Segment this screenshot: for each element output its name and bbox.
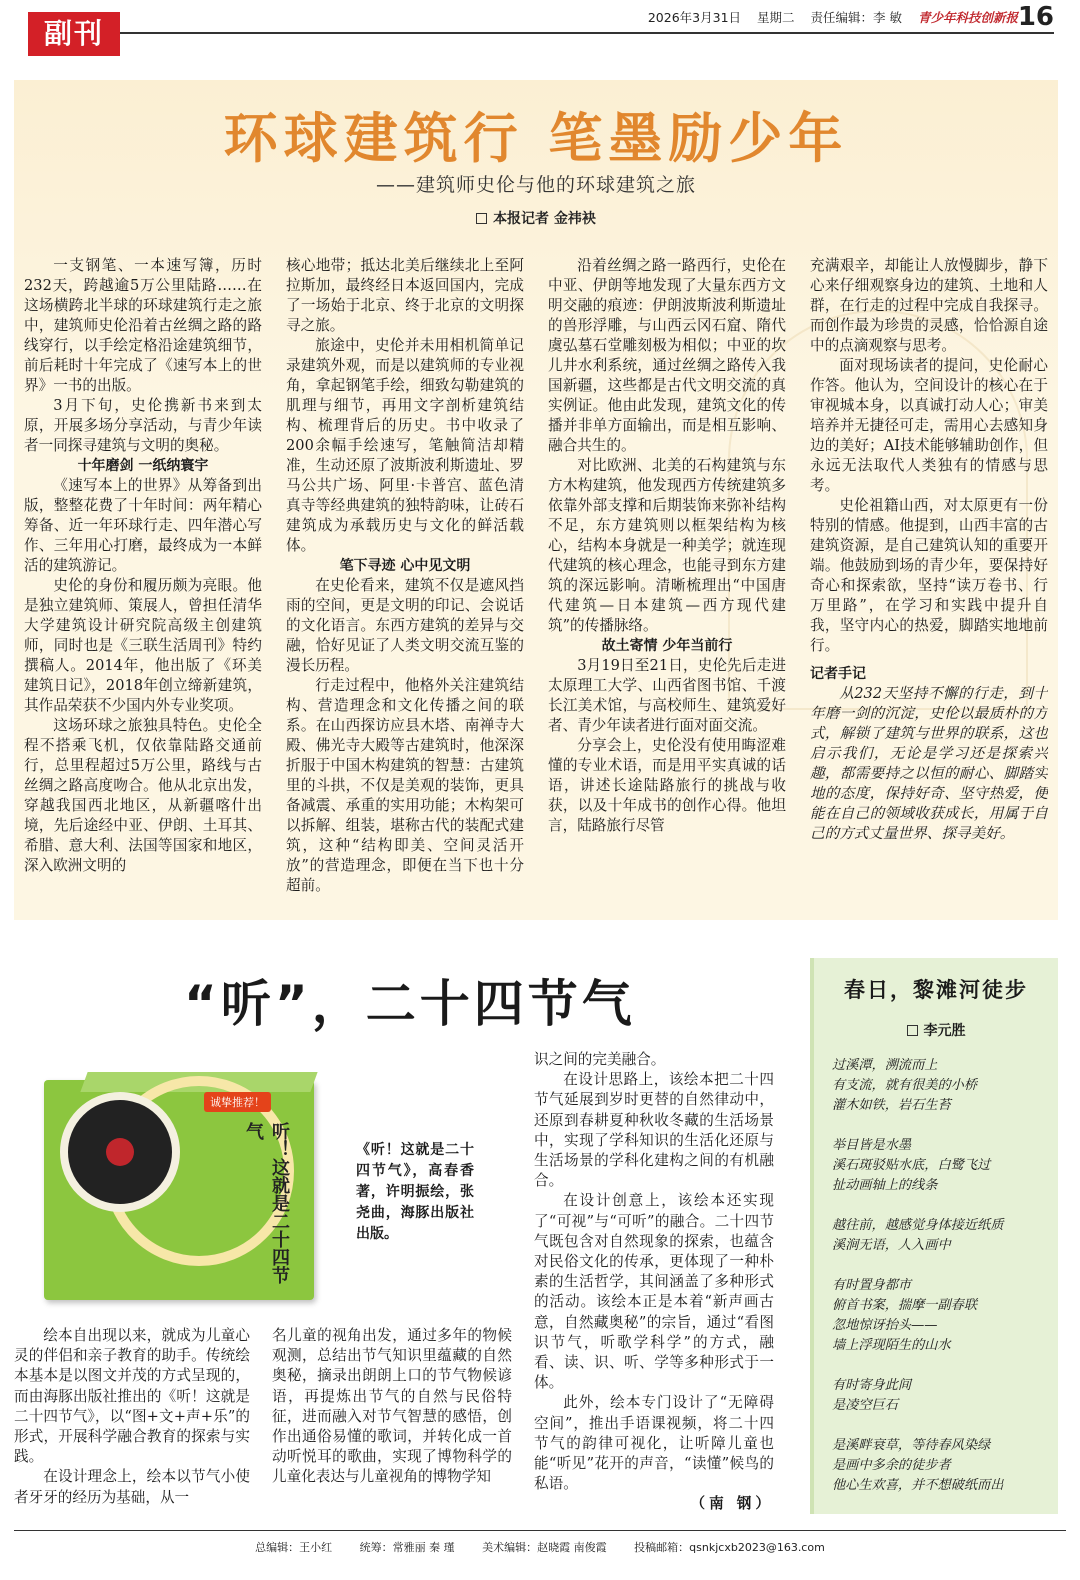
poem-title: 春日，黎滩河徒步 <box>844 978 1028 1002</box>
poem-line: 举目皆是水墨 <box>832 1138 912 1153</box>
paragraph: 沿着丝绸之路一路西行，史伦在中亚、伊朗等地发现了大量东西方文明交融的痕迹：伊朗波斯波利斯遗址的兽形浮雕，与山西云冈石窟、隋代虞弘墓石堂雕刻极为相似；中亚的坎儿井水利系统，通过丝绸之路传入我国新疆，这些都是古代文明交流的真实例证。他由此发现，建筑文化的传播并非单方面输出，而是相互影响、融合共生的。 <box>548 257 786 454</box>
footer-submission-email[interactable]: 投稿邮箱：qsnkjcxb2023@163.com <box>634 1541 825 1554</box>
paragraph: 在设计思路上，该绘本把二十四节气延展到岁时更替的自然律动中，还原到春耕夏种秋收冬藏的生活场景中，实现了学科知识的生活化还原与生活场景的学科化建构之间的有机融合。 <box>534 1071 774 1190</box>
article2-column-1 <box>14 1326 250 1516</box>
paragraph: 绘本自出现以来，就成为儿童心灵的伴侣和亲子教育的助手。传统绘本基本是以图文并茂的方式呈现的，而由海豚出版社推出的《听！这就是二十四节气》，以“图+文+声+乐”的形式，开展科学融合教育的探索与实践。 <box>14 1327 250 1466</box>
poem-line: 有时置身都市 <box>832 1278 912 1293</box>
feature-byline <box>14 208 1058 228</box>
poem-author <box>814 1020 1058 1040</box>
paragraph: 一支钢笔、一本速写簿，历时232天，跨越逾5万公里陆路……在这场横跨北半球的环球建筑行走之旅中，建筑师史伦沿着古丝绸之路的路线穿行，以手绘定格沿途建筑细节，前后耗时十年完成了《速写本上的世界》一书的出版。 <box>24 257 262 394</box>
author-square-icon <box>907 1025 918 1036</box>
paragraph: 识之间的完美融合。 <box>534 1051 666 1068</box>
poem-stanza <box>832 1376 1052 1416</box>
paragraph: 面对现场读者的提问，史伦耐心作答。他认为，空间设计的核心在于审视城本身，以真诚打动人心；审美培养并无捷径可走，需用心去感知身边的美好；AI技术能够辅助创作，但永远无法取代人类独有的情感与思考。 <box>810 357 1048 494</box>
poem-line: 有支流，就有很美的小桥 <box>832 1078 978 1093</box>
footer-coordinators: 统筹：常雅丽 秦 瑾 <box>359 1541 455 1554</box>
paragraph: 在史伦看来，建筑不仅是遮风挡雨的空间，更是文明的印记、会说话的文化语言。东西方建筑的差异与交融，恰好见证了人类文明交流互鉴的漫长历程。 <box>286 577 524 674</box>
book-caption: 《听！这就是二十四节气》，高春香著，许明振绘，张尧曲，海豚出版社出版。 <box>356 1142 474 1242</box>
feature-column-2 <box>286 256 524 904</box>
poem-line: 扯动画轴上的线条 <box>832 1178 938 1193</box>
paragraph: 史伦的身份和履历颇为亮眼。他是独立建筑师、策展人，曾担任清华大学建筑设计研究院高级主创建筑师，同时也是《三联生活周刊》特约撰稿人。2014年，他出版了《环美建筑日记》，2018年创立缔新建筑，其作品荣获不少国内外专业奖项。 <box>24 577 262 714</box>
paragraph: 这场环球之旅独具特色。史伦全程不搭乘飞机，仅依靠陆路交通前行，总里程超过5万公里，路线与古丝绸之路高度吻合。他从北京出发，穿越我国西北地区，从新疆喀什出境，先后途经中亚、伊朗、土耳其、希腊、意大利、法国等国家和地区，深入欧洲文明的 <box>24 717 262 874</box>
paragraph: 旅途中，史伦并未用相机简单记录建筑外观，而是以建筑师的专业视角，拿起钢笔手绘，细致勾勒建筑的肌理与细节，再用文字剖析建筑结构、梳理背后的历史。书中收录了200余幅手绘速写，笔触简洁却精准，生动还原了波斯波利斯遗址、罗马公共广场、阿里·卡普宫、蓝色清真寺等经典建筑的独特韵味，让砖石建筑成为承载历史与文化的鲜活载体。 <box>286 337 524 554</box>
poem-line: 溪涧无语，人入画中 <box>832 1238 951 1253</box>
paragraph: 对比欧洲、北美的石构建筑与东方木构建筑，他发现西方传统建筑多依靠外部支撑和后期装饰来弥补结构不足，东方建筑则以框架结构为核心，结构本身就是一种美学；就连现代建筑的核心理念，也能寻到东方建筑的深远影响。清晰梳理出“中国唐代建筑—日本建筑—西方现代建筑”的传播脉络。 <box>548 457 786 634</box>
poem-line: 是凌空巨石 <box>832 1398 898 1413</box>
paragraph: 史伦祖籍山西，对太原更有一份特别的情感。他提到，山西丰富的古建筑资源，是自己建筑认知的重要开端。他鼓励到场的青少年，要保持好奇心和探索欲，坚持“读万卷书、行万里路”，在学习和实践中提升自我，坚守内心的热爱，脚踏实地地前行。 <box>810 497 1048 654</box>
section-logo: 副刊 <box>28 12 120 56</box>
poem-author-name: 李元胜 <box>923 1023 966 1039</box>
poem-line: 是画中多余的徒步者 <box>832 1458 951 1473</box>
book-recommend-tag: 诚挚推荐！ <box>204 1092 271 1112</box>
section-heading: 笔下寻迹 心中见文明 <box>339 558 471 574</box>
poem-stanza <box>832 1276 1052 1356</box>
issue-date: 2026年3月31日 <box>647 10 742 25</box>
author-signature: （南 钢） <box>690 1495 774 1513</box>
poem-line: 越往前，越感觉身体接近纸质 <box>832 1218 1004 1233</box>
paragraph: 此外，绘本专门设计了“无障碍空间”，推出手语课视频，将二十四节气的韵律可视化，让听障儿童也能“听见”花开的声音，“读懂”候鸟的私语。 <box>534 1394 774 1493</box>
poem-stanza <box>832 1136 1052 1196</box>
poem-line: 俯首书案，揣摩一副春联 <box>832 1298 978 1313</box>
footer-chief-editor: 总编辑：王小红 <box>255 1541 333 1554</box>
poem-line: 是溪畔衰草，等待春风染绿 <box>832 1438 991 1453</box>
responsible-editor: 责任编辑：李 敏 <box>810 10 902 25</box>
article2-title: “听”，二十四节气 <box>184 975 636 1033</box>
footer <box>0 1539 1080 1555</box>
poem-box <box>810 958 1058 1514</box>
reporter-note-heading: 记者手记 <box>810 666 866 682</box>
paragraph: 3月下旬，史伦携新书来到太原，开展多场分享活动，与青少年读者一同探寻建筑与文明的奥秘。 <box>24 397 262 454</box>
paragraph: 名儿童的视角出发，通过多年的物候观测，总结出节气知识里蕴藏的自然奥秘，摘录出朗朗上口的节气物候谚语，再提炼出节气的自然与民俗特征，进而融入对节气智慧的感悟，创作出通俗易懂的歌词，并转化成一首动听悦耳的歌曲，实现了博物科学的儿童化表达与儿童视角的博物学知 <box>272 1327 512 1486</box>
section-heading: 故土寄情 少年当前行 <box>601 638 733 654</box>
poem-body <box>832 1056 1052 1516</box>
byline-text: 本报记者 金祎袂 <box>493 211 596 227</box>
poem-line: 灌木如铁，岩石生苔 <box>832 1098 951 1113</box>
poem-line: 过溪潭，溯流而上 <box>832 1058 938 1073</box>
paragraph: 充满艰辛，却能让人放慢脚步，静下心来仔细观察身边的建筑、土地和人群，在行走的过程中完成自我探寻。而创作最为珍贵的灵感，恰恰源自途中的点滴观察与思考。 <box>810 257 1048 354</box>
paragraph: 在设计创意上，该绘本还实现了“可视”与“可听”的融合。二十四节气既包含对自然现象的探索，也蕴含对民俗文化的传承，更体现了一种朴素的生活哲学，其间涵盖了多种形式的活动。该绘本正是本着“新声画古意，自然藏奥秘”的宗旨，通过“看图识节气，听歌学科学”的方式，融看、读、识、听、学等多种形式于一体。 <box>534 1192 774 1392</box>
feature-headline: 环球建筑行 笔墨励少年 <box>223 107 849 170</box>
poem-line: 有时寄身此间 <box>832 1378 912 1393</box>
poem-stanza <box>832 1056 1052 1116</box>
paragraph: 在设计理念上，绘本以节气小使者牙牙的经历为基础，从一 <box>14 1468 250 1506</box>
book-cover-title: 听！这就是二十四节气 <box>243 1122 290 1284</box>
feature-column-1 <box>24 256 262 904</box>
feature-column-4 <box>810 256 1048 904</box>
feature-column-3 <box>548 256 786 904</box>
section-heading: 十年磨剑 一纸纳寰宇 <box>77 458 209 474</box>
poem-stanza <box>832 1216 1052 1256</box>
feature-subheadline: ——建筑师史伦与他的环球建筑之旅 <box>375 174 696 196</box>
poem-line: 溪石斑驳贴水底，白鹭飞过 <box>832 1158 991 1173</box>
page-number: 16 <box>1017 2 1054 32</box>
paragraph: 3月19日至21日，史伦先后走进太原理工大学、山西省图书馆、千渡长江美术馆，与高校师生、建筑爱好者、青少年读者进行面对面交流。 <box>548 657 786 734</box>
paragraph: 行走过程中，他格外关注建筑结构、营造理念和文化传播之间的联系。在山西探访应县木塔、南禅寺大殿、佛光寺大殿等古建筑时，他深深折服于中国木构建筑的智慧：古建筑里的斗拱，不仅是美观的装饰，更具备减震、承重的实用功能；木构架可以拆解、组装，堪称古代的装配式建筑，这种“结构即美、空间灵活开放”的营造理念，即便在当下也十分超前。 <box>286 677 524 894</box>
footer-art-editors: 美术编辑：赵晓霞 南俊霞 <box>482 1541 607 1554</box>
byline-square-icon <box>476 213 487 224</box>
masthead <box>0 0 1080 68</box>
paper-name: 青少年科技创新报 <box>917 10 1018 25</box>
article2-column-2 <box>272 1326 512 1516</box>
poem-stanza <box>832 1436 1052 1496</box>
article2-column-3 <box>534 1050 774 1516</box>
footer-rule <box>14 1530 1066 1531</box>
record-label-graphic <box>106 1138 134 1166</box>
paragraph: 核心地带；抵达北美后继续北上至阿拉斯加，最终经日本返回国内，完成了一场始于北京、终于北京的文明探寻之旅。 <box>286 257 524 334</box>
poem-line: 墙上浮现陌生的山水 <box>832 1338 951 1353</box>
book-cover-image <box>44 1052 318 1300</box>
paragraph: 《速写本上的世界》从筹备到出版，整整花费了十年时间：两年精心筹备、近一年环球行走、四年潜心写作、三年用心打磨，最终成为一本鲜活的建筑游记。 <box>24 477 262 574</box>
paragraph: 分享会上，史伦没有使用晦涩难懂的专业术语，而是用平实真诚的话语，讲述长途陆路旅行的挑战与收获，以及十年成书的创作心得。他坦言，陆路旅行尽管 <box>548 737 786 834</box>
reporter-note-text: 从232天坚持不懈的行走，到十年磨一剑的沉淀，史伦以最质朴的方式，解锁了建筑与世界的联系，这也启示我们，无论是学习还是探索兴趣，都需要持之以恒的耐心、脚踏实地的态度，保持好奇、坚守热爱，便能在自己的领域收获成长，用属于自己的方式丈量世界、探寻美好。 <box>810 685 1048 842</box>
issue-weekday: 星期二 <box>757 10 795 25</box>
feature-article <box>14 80 1058 920</box>
masthead-meta <box>636 8 1018 26</box>
masthead-rule <box>120 32 1054 34</box>
poem-line: 他心生欢喜，并不想破纸而出 <box>832 1478 1004 1493</box>
poem-line: 忽地惊讶抬头—— <box>832 1318 938 1333</box>
